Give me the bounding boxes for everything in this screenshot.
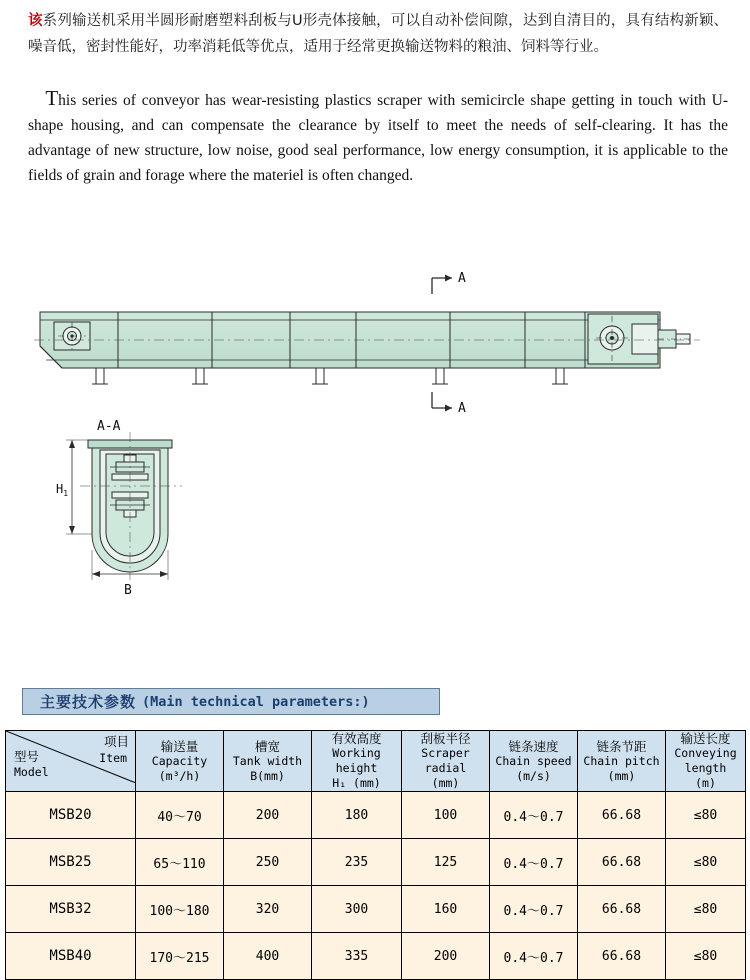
header-chain-speed xyxy=(490,731,578,792)
cell-chain-speed: 0.4～0.7 xyxy=(490,886,578,933)
header-scraper-radial-en: Scraper radial xyxy=(421,746,470,775)
cell-scraper-radial: 100 xyxy=(402,792,490,839)
cell-capacity: 170～215 xyxy=(136,933,224,980)
section-title-bar xyxy=(22,688,440,715)
cell-chain-pitch: 66.68 xyxy=(578,886,666,933)
table-row xyxy=(6,886,746,933)
cell-chain-speed: 0.4～0.7 xyxy=(490,933,578,980)
cell-conveying-length: ≤80 xyxy=(666,933,746,980)
intro-english-body: his series of conveyor has wear-resisting plastics scraper with semicircle shape getting in touch with U-shape housing, and can compensate the clearance by itself to meet the needs of self-clearing. It has the advantage of new structure, low noise, good seal performance, low energy consumption, it is applicable to the fields of grain and forage where the materiel is often changed. xyxy=(28,92,729,184)
section-title-chinese: 主要技术参数 xyxy=(40,693,137,711)
header-working-height-cn: 有效高度 xyxy=(331,731,382,746)
header-chain-speed-cn: 链条速度 xyxy=(508,738,559,754)
cell-model: MSB25 xyxy=(6,839,136,886)
header-capacity-en: Capacity xyxy=(151,753,208,768)
cell-tank-width: 250 xyxy=(224,839,312,886)
header-chain-pitch-cn: 链条节距 xyxy=(596,738,647,754)
table-corner-cell xyxy=(6,731,136,792)
header-tank-width-unit: B(mm) xyxy=(250,768,285,783)
cell-model: MSB20 xyxy=(6,792,136,839)
cell-chain-speed: 0.4～0.7 xyxy=(490,792,578,839)
header-capacity xyxy=(136,731,224,792)
header-scraper-radial-unit: (mm) xyxy=(431,776,460,790)
technical-parameters-table xyxy=(5,730,746,980)
header-working-height-en: Working height xyxy=(332,746,381,775)
dimension-label-height: $H_1$ xyxy=(56,482,69,498)
header-scraper-radial-cn: 刮板半径 xyxy=(420,731,471,746)
cell-tank-width: 320 xyxy=(224,886,312,933)
technical-drawing xyxy=(0,250,750,670)
header-capacity-cn: 输送量 xyxy=(160,738,199,754)
cell-capacity: 65～110 xyxy=(136,839,224,886)
header-item-english: Item xyxy=(99,751,127,765)
header-chain-speed-en: Chain speed xyxy=(495,753,572,768)
cell-working-height: 180 xyxy=(312,792,402,839)
intro-paragraph-english xyxy=(28,88,728,188)
header-chain-speed-unit: (m/s) xyxy=(516,768,551,783)
cell-tank-width: 400 xyxy=(224,933,312,980)
section-marker-top-label: A xyxy=(458,271,466,286)
section-marker-top xyxy=(432,275,452,295)
cell-chain-pitch: 66.68 xyxy=(578,792,666,839)
cell-chain-pitch: 66.68 xyxy=(578,839,666,886)
header-chain-pitch xyxy=(578,731,666,792)
header-tank-width xyxy=(224,731,312,792)
cell-working-height: 335 xyxy=(312,933,402,980)
intro-chinese-body: 系列输送机采用半圆形耐磨塑料刮板与U形壳体接触，可以自动补偿间隙，达到自清目的，具有结构新颖、噪音低，密封性能好，功率消耗低等优点，适用于经常更换输送物料的粮油、饲料等行业。 xyxy=(28,13,729,55)
cell-working-height: 235 xyxy=(312,839,402,886)
section-title-english: (Main technical parameters:) xyxy=(142,693,370,710)
header-conveying-length xyxy=(666,731,746,792)
header-working-height-unit: H₁ (mm) xyxy=(332,776,381,790)
table-row xyxy=(6,933,746,980)
cell-conveying-length: ≤80 xyxy=(666,886,746,933)
header-conveying-length-en: Conveying length xyxy=(674,746,737,775)
cell-capacity: 40～70 xyxy=(136,792,224,839)
table-row xyxy=(6,792,746,839)
cell-model: MSB32 xyxy=(6,886,136,933)
header-capacity-unit: (m³/h) xyxy=(158,768,201,783)
intro-chinese-lead-character: 该 xyxy=(28,13,43,29)
dimension-label-width: B xyxy=(124,583,132,598)
header-model-chinese: 型号 xyxy=(14,749,40,764)
section-view-label: A-A xyxy=(97,419,121,434)
header-working-height xyxy=(312,731,402,792)
header-chain-pitch-unit: (mm) xyxy=(607,768,636,783)
header-conveying-length-cn: 输送长度 xyxy=(680,731,731,746)
header-tank-width-cn: 槽宽 xyxy=(254,738,280,754)
cell-scraper-radial: 125 xyxy=(402,839,490,886)
intro-paragraph-chinese xyxy=(28,8,728,60)
header-chain-pitch-en: Chain pitch xyxy=(583,753,660,768)
cross-section-view xyxy=(66,432,182,580)
cell-chain-speed: 0.4～0.7 xyxy=(490,839,578,886)
cell-working-height: 300 xyxy=(312,886,402,933)
cell-capacity: 100～180 xyxy=(136,886,224,933)
intro-english-lead-character: T xyxy=(45,86,59,110)
cell-scraper-radial: 200 xyxy=(402,933,490,980)
section-marker-bottom xyxy=(432,392,452,412)
cell-scraper-radial: 160 xyxy=(402,886,490,933)
cell-model: MSB40 xyxy=(6,933,136,980)
header-model-english: Model xyxy=(14,765,49,779)
table-header-row xyxy=(6,731,746,792)
header-conveying-length-unit: (m) xyxy=(695,776,716,790)
cell-tank-width: 200 xyxy=(224,792,312,839)
section-marker-bottom-label: A xyxy=(458,401,466,416)
header-scraper-radial xyxy=(402,731,490,792)
header-tank-width-en: Tank width xyxy=(232,753,303,768)
table-row xyxy=(6,839,746,886)
header-item-chinese: 项目 xyxy=(103,734,129,749)
cell-conveying-length: ≤80 xyxy=(666,792,746,839)
side-elevation-view xyxy=(34,312,700,384)
cell-chain-pitch: 66.68 xyxy=(578,933,666,980)
cell-conveying-length: ≤80 xyxy=(666,839,746,886)
